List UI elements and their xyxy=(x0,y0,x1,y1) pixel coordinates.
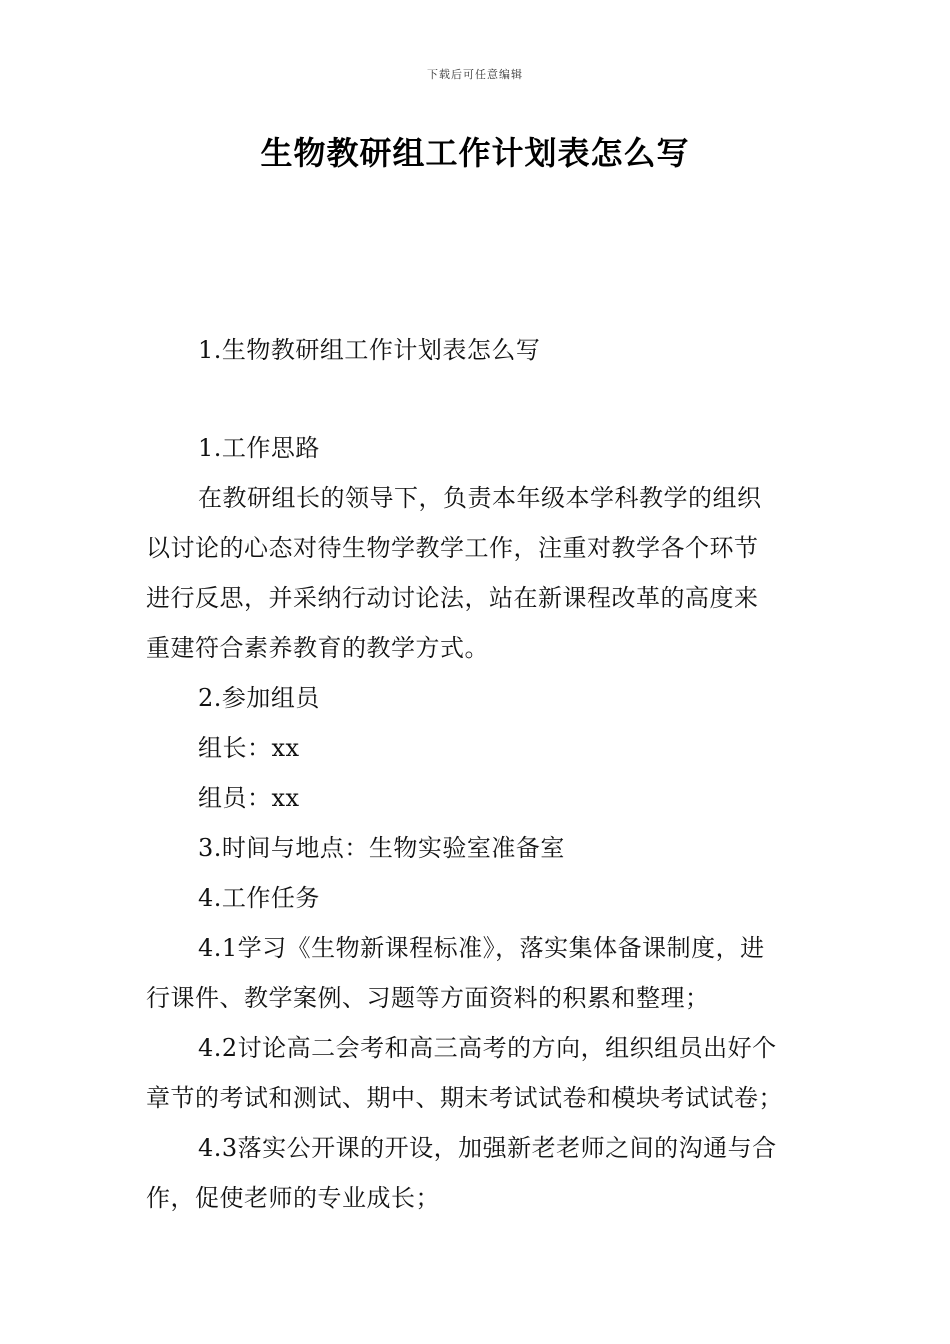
paragraph-line: 重建符合素养教育的教学方式。 xyxy=(146,634,489,662)
paragraph-line: 在教研组长的领导下，负责本年级本学科教学的组织 xyxy=(198,484,762,512)
task-line: 行课件、教学案例、习题等方面资料的积累和整理； xyxy=(146,984,710,1012)
heading-work-approach: 1.工作思路 xyxy=(198,434,320,462)
paragraph-line: 以讨论的心态对待生物学教学工作，注重对教学各个环节 xyxy=(146,534,759,562)
heading-time-place: 3.时间与地点：生物实验室准备室 xyxy=(198,834,565,862)
task-line: 作，促使老师的专业成长； xyxy=(146,1184,440,1212)
group-leader: 组长：xx xyxy=(198,734,300,762)
group-member: 组员：xx xyxy=(198,784,300,812)
document-title: 生物教研组工作计划表怎么写 xyxy=(260,134,690,172)
task-line: 4.3落实公开课的开设，加强新老老师之间的沟通与合 xyxy=(198,1134,777,1162)
task-line: 章节的考试和测试、期中、期末考试试卷和模块考试试卷； xyxy=(146,1084,783,1112)
task-line: 4.1学习《生物新课程标准》，落实集体备课制度，进 xyxy=(198,934,765,962)
section-heading-block xyxy=(146,325,806,375)
paragraph-line: 进行反思，并采纳行动讨论法，站在新课程改革的高度来 xyxy=(146,584,759,612)
heading-tasks: 4.工作任务 xyxy=(198,884,320,912)
heading-members: 2.参加组员 xyxy=(198,684,320,712)
header-note: 下载后可任意编辑 xyxy=(427,68,523,81)
document-body xyxy=(146,423,806,1223)
section-heading: 1.生物教研组工作计划表怎么写 xyxy=(198,336,541,364)
task-line: 4.2讨论高二会考和高三高考的方向，组织组员出好个 xyxy=(198,1034,777,1062)
